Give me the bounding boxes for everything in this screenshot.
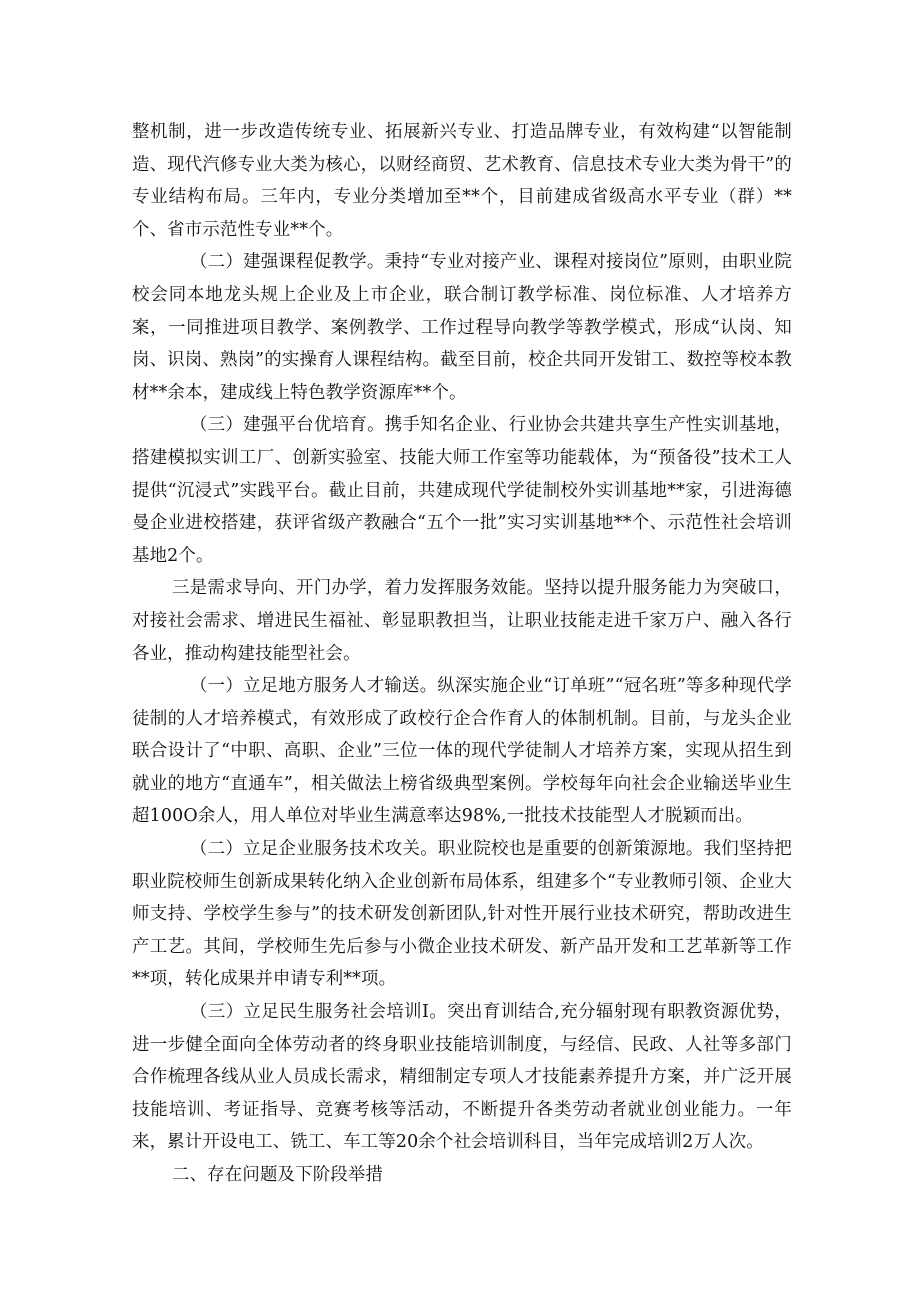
paragraph-social-training: （三）立足民生服务社会培训I。突出育训结合,充分辐射现有职教资源优势，进一步健全面向全体劳动者的终身职业技能培训制度，与经信、民政、人社等多部门合作梳理各线从业人员成长需求，精细制定专项人才技能素养提升方案，并广泛开展技能培训、考证指导、竞赛考核等活动，不断提升各类劳动者就业创业能力。一年来，累计开设电工、铣工、车工等20余个社会培训科目，当年完成培训2万人次。 xyxy=(132,1002,792,1153)
paragraph-technical-research: （二）立足企业服务技术攻关。职业院校也是重要的创新策源地。我们坚持把职业院校师生创新成果转化纳入企业创新布局体系，组建多个“专业教师引领、企业大师支持、学校学生参与”的技术研发创新团队,针对性开展行业技术研究，帮助改进生产工艺。其间，学校师生先后参与小微企业技术研发、新产品开发和工艺革新等工作**项，转化成果并申请专利**项。 xyxy=(132,839,792,990)
document-body xyxy=(132,116,792,1192)
paragraph-structure-layout: 整机制，进一步改造传统专业、拓展新兴专业、打造品牌专业，有效构建“以智能制造、现代汽修专业大类为核心，以财经商贸、艺术教育、信息技术专业大类为骨干”的专业结构布局。三年内，专业分类增加至**个，目前建成省级高水平专业（群）**个、省市示范性专业**个。 xyxy=(132,122,792,240)
paragraph-platform: （三）建强平台优培育。携手知名企业、行业协会共建共享生产性实训基地，搭建模拟实训工厂、创新实验室、技能大师工作室等功能载体，为“预备役”技术工人提供“沉浸式”实践平台。截止目前，共建成现代学徒制校外实训基地**家，引进海德曼企业进校搭建，获评省级产教融合“五个一批”实习实训基地**个、示范性社会培训基地2个。 xyxy=(132,415,792,566)
paragraph-talent-delivery: （一）立足地方服务人才输送。纵深实施企业“订单班”“冠名班”等多种现代学徒制的人才培养模式，有效形成了政校行企合作育人的体制机制。目前，与龙头企业联合设计了“中职、高职、企业”三位一体的现代学徒制人才培养方案，实现从招生到就业的地方“直通车”，相关做法上榜省级典型案例。学校每年向社会企业输送毕业生超100O余人，用人单位对毕业生满意率达98%,一批技术技能型人才脱颖而出。 xyxy=(132,676,792,827)
section-heading-problems: 二、存在问题及下阶段举措 xyxy=(172,1165,384,1185)
paragraph-curriculum: （二）建强课程促教学。秉持“专业对接产业、课程对接岗位”原则，由职业院校会同本地龙头规上企业及上市企业，联合制订教学标准、岗位标准、人才培养方案，一同推进项目教学、案例教学、工作过程导向教学等教学模式，形成“认岗、知岗、识岗、熟岗”的实操育人课程结构。截至目前，校企共同开发钳工、数控等校本教材**余本，建成线上特色教学资源库**个。 xyxy=(132,252,792,403)
paragraph-demand-oriented: 三是需求导向、开门办学，着力发挥服务效能。坚持以提升服务能力为突破口，对接社会需求、增进民生福祉、彰显职教担当，让职业技能走进千家万户、融入各行各业，推动构建技能型社会。 xyxy=(132,578,792,664)
